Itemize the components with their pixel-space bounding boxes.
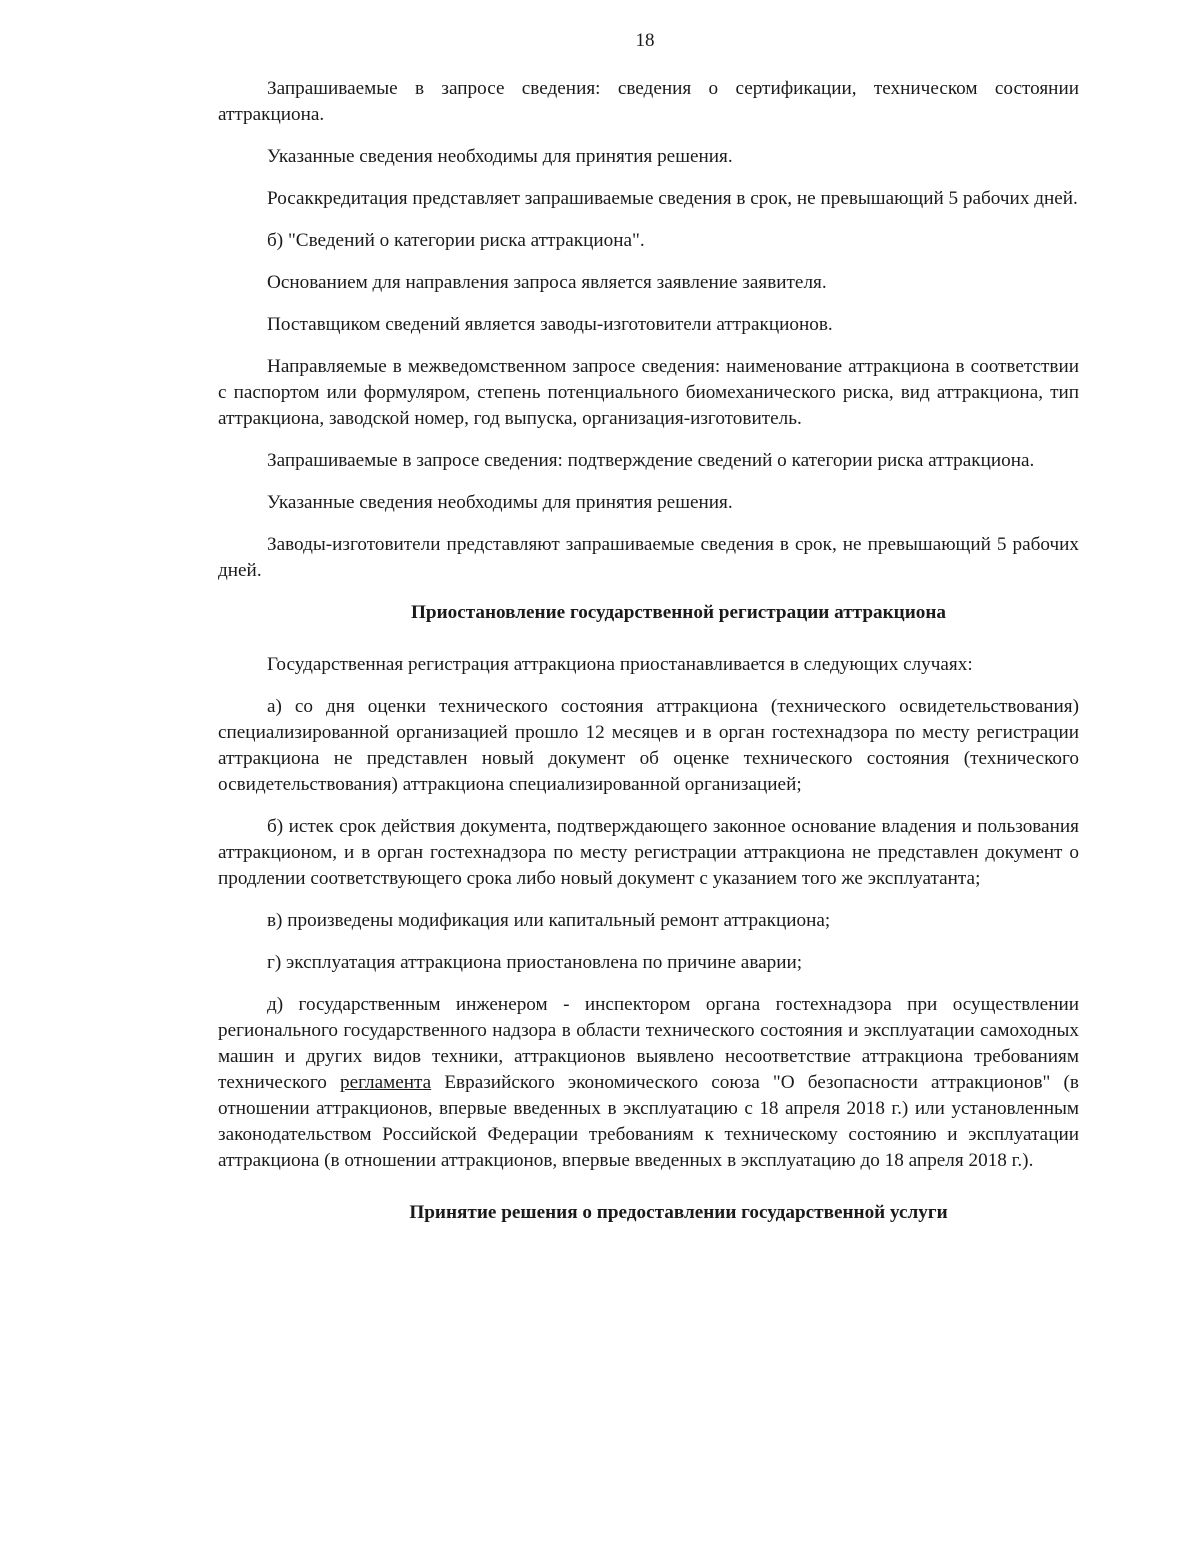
paragraph: Указанные сведения необходимы для принятия решения. <box>267 492 733 513</box>
paragraph: б) "Сведений о категории риска аттракциона". <box>267 230 645 251</box>
paragraph: Запрашиваемые в запросе сведения: сведения о сертификации, техническом состоянии аттракциона. <box>218 78 1079 125</box>
paragraph: Заводы-изготовители представляют запрашиваемые сведения в срок, не превышающий 5 рабочих дней. <box>218 534 1079 581</box>
list-item-d-text-start: д) государственным инженером - инспектором органа гостехнадзора при осуществлении регионального государственного надзора в области технического состояния и эксплуатации самоходных машин и других видов техники, аттракционов выявлено несоответствие аттракциона требованиям технического <box>218 994 1079 1093</box>
paragraph: Государственная регистрация аттракциона приостанавливается в следующих случаях: <box>267 654 973 675</box>
paragraph: Направляемые в межведомственном запросе сведения: наименование аттракциона в соответствии с паспортом или формуляром, степень потенциального биомеханического риска, вид аттракциона, тип аттракциона, заводской номер, год выпуска, организация-изготовитель. <box>218 356 1079 429</box>
paragraph: Росаккредитация представляет запрашиваемые сведения в срок, не превышающий 5 рабочих дней. <box>267 188 1078 209</box>
paragraph: Указанные сведения необходимы для принятия решения. <box>267 146 733 167</box>
list-item-b: б) истек срок действия документа, подтверждающего законное основание владения и пользования аттракционом, и в орган гостехнадзора по месту регистрации аттракциона не представлен документ о продлении соответствующего срока либо новый документ с указанием того же эксплуатанта; <box>218 816 1079 889</box>
page-number: 18 <box>635 30 655 51</box>
paragraph: Запрашиваемые в запросе сведения: подтверждение сведений о категории риска аттракциона. <box>267 450 1035 471</box>
list-item-g: г) эксплуатация аттракциона приостановлена по причине аварии; <box>267 952 803 973</box>
list-item-a: а) со дня оценки технического состояния аттракциона (технического освидетельствования) специализированной организацией прошло 12 месяцев и в орган гостехнадзора по месту регистрации аттракциона не представлен новый документ об оценке технического состояния (технического освидетельствования) аттракциона специализированной организацией; <box>218 696 1079 795</box>
document-body <box>218 76 1079 1252</box>
list-item-d <box>218 992 1079 1174</box>
paragraph: Основанием для направления запроса является заявление заявителя. <box>267 272 827 293</box>
regulation-link[interactable]: регламента <box>340 1072 432 1093</box>
section-heading-decision: Принятие решения о предоставлении государственной услуги <box>409 1202 948 1223</box>
list-item-v: в) произведены модификация или капитальный ремонт аттракциона; <box>267 910 831 931</box>
list-item-d-text-end: Евразийского экономического союза "О безопасности аттракционов" (в отношении аттракционов, впервые введенных в эксплуатацию с 18 апреля 2018 г.) или установленным законодательством Российской Федерации требованиям к техническому состоянию и эксплуатации аттракциона (в отношении аттракционов, впервые введенных в эксплуатацию до 18 апреля 2018 г.). <box>218 1072 1079 1171</box>
paragraph: Поставщиком сведений является заводы-изготовители аттракционов. <box>267 314 833 335</box>
section-heading-suspension: Приостановление государственной регистрации аттракциона <box>410 602 947 623</box>
